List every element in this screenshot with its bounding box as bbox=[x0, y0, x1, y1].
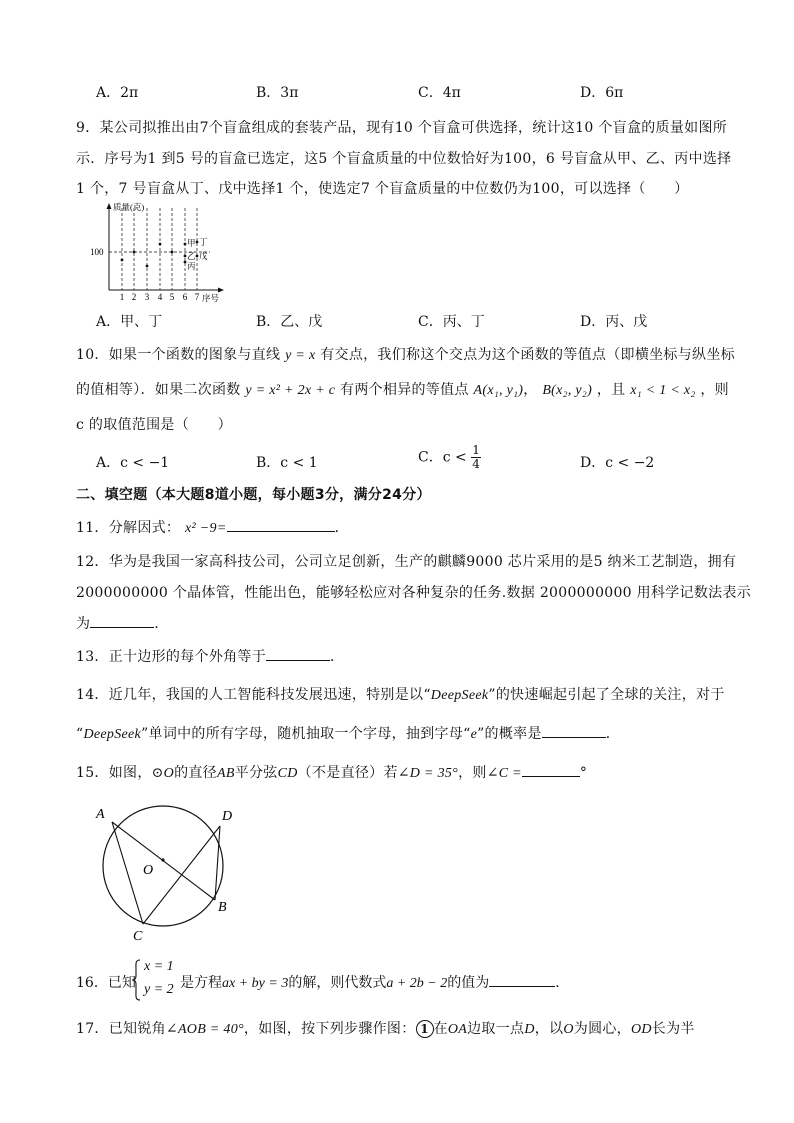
q9-option-a: A．甲、丁 bbox=[96, 314, 163, 330]
chart-ylabel: 质量(克) bbox=[113, 202, 145, 212]
q12-end: ． bbox=[154, 616, 169, 632]
chart-xtick-1: 1 bbox=[119, 292, 125, 302]
chart-point-label-jia: 甲 bbox=[187, 238, 196, 248]
q11-end: ． bbox=[334, 520, 349, 536]
q10-option-b: B．c < 1 bbox=[256, 455, 318, 471]
q16-rest bbox=[180, 972, 569, 992]
q16-system-eq-1: x = 1 bbox=[144, 959, 174, 974]
q14-letter: e bbox=[470, 727, 478, 742]
q12-line-2: 2000000000 个晶体管，性能出色，能够轻松应对各种复杂的任务.数据 2000000000 用科学记数法表示 bbox=[76, 585, 752, 601]
q14-text-1a: 14．近几年，我国的人工智能科技发展迅速，特别是以“ bbox=[76, 687, 431, 703]
q8-option-d: D．6π bbox=[580, 85, 624, 101]
q17-text-e: ，以 bbox=[534, 1021, 564, 1037]
q16-text-d: 的值为 bbox=[447, 975, 490, 991]
q10-text-2b: 有两个相异的等值点 bbox=[340, 382, 469, 398]
label-c: C bbox=[133, 929, 143, 944]
q9-line-1: 9．某公司拟推出由7个盲盒组成的套装产品，现有10 个盲盒可供选择，统计这10 个盲盒的质量如图所 bbox=[76, 120, 728, 136]
q14-line-1 bbox=[76, 684, 725, 704]
q14-word-2: DeepSeek bbox=[83, 727, 142, 742]
q15-text-d: （不是直径）若 bbox=[297, 765, 398, 781]
q9-option-c: C．丙、丁 bbox=[418, 314, 485, 330]
chart-x-arrow bbox=[218, 288, 224, 293]
chord-ac bbox=[112, 822, 143, 924]
fraction-denominator: 4 bbox=[472, 457, 480, 471]
fraction-numerator: 1 bbox=[472, 443, 480, 457]
q15-chord-cd: CD bbox=[277, 766, 298, 781]
chart-point-label-yi: 乙 bbox=[187, 251, 196, 261]
q17-text-f: 为圆心， bbox=[573, 1021, 631, 1037]
q16-text-c: 的解，则代数式 bbox=[288, 975, 387, 991]
q15-circle-figure bbox=[88, 798, 248, 944]
q10-text-2c: ，且 bbox=[596, 382, 626, 398]
q10-text-2d: ，则 bbox=[700, 382, 729, 398]
chord-cd bbox=[143, 826, 220, 924]
q14-text-2a: “ bbox=[76, 726, 84, 742]
q16-text-b: 是方程 bbox=[180, 975, 222, 991]
q14-text-1b: ”的快速崛起引起了全球的关注，对于 bbox=[488, 687, 725, 703]
q17-text-a: 17．已知锐角 bbox=[76, 1021, 166, 1037]
chart-point-label-wu: 戊 bbox=[199, 251, 208, 261]
q10-line-equation: y = x bbox=[285, 348, 316, 363]
center-point bbox=[161, 858, 164, 861]
q8-option-c: C．4π bbox=[418, 85, 461, 101]
q11-text: 11．分解因式： bbox=[76, 520, 181, 536]
q14-word: DeepSeek bbox=[430, 688, 489, 703]
q9-line-3: 1 个，7 号盲盒从丁、戊中选择1 个，使选定7 个盲盒质量的中位数仍为100，可以选择（ ） bbox=[76, 181, 689, 197]
q14-line-2 bbox=[76, 723, 620, 743]
q11-line bbox=[76, 517, 349, 537]
chart-xtick-5: 5 bbox=[169, 292, 175, 302]
q15-degree-sign: ° bbox=[579, 765, 588, 781]
q14-end: ． bbox=[605, 726, 621, 742]
q14-text-2b: ”单词中的所有字母，随机抽取一个字母，抽到字母“ bbox=[141, 726, 471, 742]
chart-point-label-bing: 丙 bbox=[187, 261, 196, 271]
q15-angle-c: ∠C = bbox=[486, 766, 522, 781]
q11-answer-blank[interactable] bbox=[227, 517, 335, 532]
q12-line-1: 12．华为是我国一家高科技公司，公司立足创新，生产的麒麟9000 芯片采用的是5 纳米工艺制造，拥有 bbox=[76, 554, 737, 570]
chart-xtick-7: 7 bbox=[194, 292, 200, 302]
q14-text-2c: ”的概率是 bbox=[477, 726, 542, 742]
q9-mass-chart bbox=[88, 200, 228, 302]
label-d: D bbox=[222, 809, 233, 824]
q10-line-3: c 的取值范围是（ ） bbox=[76, 417, 232, 433]
q15-diameter-ab: AB bbox=[216, 766, 235, 781]
chart-ytick-100: 100 bbox=[90, 247, 104, 257]
q16-text-a: 16．已知 bbox=[76, 975, 136, 991]
q10-point-b: B(x₂, y₂) bbox=[542, 383, 593, 398]
q17-point-o: O bbox=[563, 1022, 574, 1037]
q10-inequality: x₁ < 1 < x₂ bbox=[630, 383, 696, 398]
q16-system-eq-2: y = 2 bbox=[144, 982, 174, 997]
q12-line-3 bbox=[76, 613, 169, 633]
chart-xtick-3: 3 bbox=[144, 292, 150, 302]
q16-expression: a + 2b − 2 bbox=[386, 976, 448, 991]
chart-y-arrow bbox=[107, 203, 112, 209]
circle-o bbox=[103, 806, 223, 926]
step-number-1: 1 bbox=[416, 1020, 434, 1038]
q15-line bbox=[76, 762, 587, 782]
q17-segment-od: OD bbox=[630, 1022, 652, 1037]
q17-line bbox=[76, 1018, 695, 1038]
chart-xtick-6: 6 bbox=[182, 292, 188, 302]
label-o: O bbox=[143, 863, 154, 878]
q12-answer-blank[interactable] bbox=[90, 613, 154, 628]
system-brace bbox=[130, 958, 142, 1002]
q10-text-1b: 有交点，我们称这个交点为这个函数的等值点（即横坐标与纵坐标 bbox=[320, 347, 735, 363]
chart-point-label-ding: 丁 bbox=[199, 237, 208, 247]
q15-angle-d: ∠D = 35° bbox=[397, 766, 459, 781]
q17-angle: ∠AOB = 40° bbox=[165, 1022, 244, 1037]
q13-line bbox=[76, 646, 344, 666]
q10-option-d: D．c < −2 bbox=[580, 455, 655, 471]
q17-text-g: 长为半 bbox=[651, 1021, 695, 1037]
q12-text: 为 bbox=[76, 616, 91, 632]
q17-point-d: D bbox=[524, 1022, 535, 1037]
q8-option-a: A．2π bbox=[96, 85, 139, 101]
q10-function: y = x² + 2x + c bbox=[245, 383, 336, 398]
q10-text-2a: 的值相等）．如果二次函数 bbox=[76, 382, 241, 398]
q15-answer-blank[interactable] bbox=[522, 762, 580, 777]
q10-point-a: A(x₁, y₁) bbox=[473, 383, 524, 398]
q10-option-c-fraction bbox=[471, 444, 481, 471]
q17-text-d: 边取一点 bbox=[467, 1021, 525, 1037]
q10-line-2: 的值相等）．如果二次函数 y = x² + 2x + c 有两个相异的等值点 A(x₁, y₁)， B(x₂, y₂) ，且 x₁ < 1 < x₂ ，则 bbox=[76, 382, 729, 398]
label-a: A bbox=[96, 807, 105, 822]
q10-option-c bbox=[418, 444, 481, 471]
q15-text-b: 的直径 bbox=[174, 765, 217, 781]
q8-option-b: B．3π bbox=[256, 85, 299, 101]
q10-option-c-text: C．c < bbox=[418, 449, 467, 466]
section-2-heading: 二、填空题（本大题8道小题，每小题3分，满分24分） bbox=[76, 487, 431, 503]
q13-end: ． bbox=[330, 649, 345, 665]
q10-line-1 bbox=[76, 344, 735, 364]
q17-text-c: 在 bbox=[433, 1021, 448, 1037]
q15-text-a: 15．如图，⊙ bbox=[76, 765, 164, 781]
chart-xtick-2: 2 bbox=[131, 292, 137, 302]
q15-circle-o: O bbox=[163, 766, 175, 781]
chart-xlabel: 序号 bbox=[202, 293, 220, 302]
q16-end: ． bbox=[555, 975, 570, 991]
q11-expression: x² −9= bbox=[184, 521, 227, 536]
q9-option-b: B．乙、戊 bbox=[256, 314, 323, 330]
q13-text: 13．正十边形的每个外角等于 bbox=[76, 649, 267, 665]
q13-answer-blank[interactable] bbox=[266, 646, 330, 661]
label-b: B bbox=[218, 900, 227, 915]
chart-gridlines bbox=[122, 208, 197, 290]
q16-equation: ax + by = 3 bbox=[222, 976, 289, 991]
q9-line-2: 示．序号为1 到5 号的盲盒已选定，这5 个盲盒质量的中位数恰好为100，6 号盲盒从甲、乙、丙中选择 bbox=[76, 151, 732, 167]
q17-text-b: ，如图，按下列步骤作图： bbox=[243, 1021, 416, 1037]
q17-side-oa: OA bbox=[447, 1022, 468, 1037]
q15-text-c: 平分弦 bbox=[234, 765, 278, 781]
chart-xtick-4: 4 bbox=[157, 292, 163, 302]
q9-option-d: D．丙、戊 bbox=[580, 314, 648, 330]
q16-answer-blank[interactable] bbox=[489, 972, 555, 987]
q15-text-e: ，则 bbox=[458, 765, 487, 781]
q14-answer-blank[interactable] bbox=[542, 723, 606, 738]
q10-text-1a: 10．如果一个函数的图象与直线 bbox=[76, 347, 281, 363]
q10-option-a: A．c < −1 bbox=[96, 455, 170, 471]
